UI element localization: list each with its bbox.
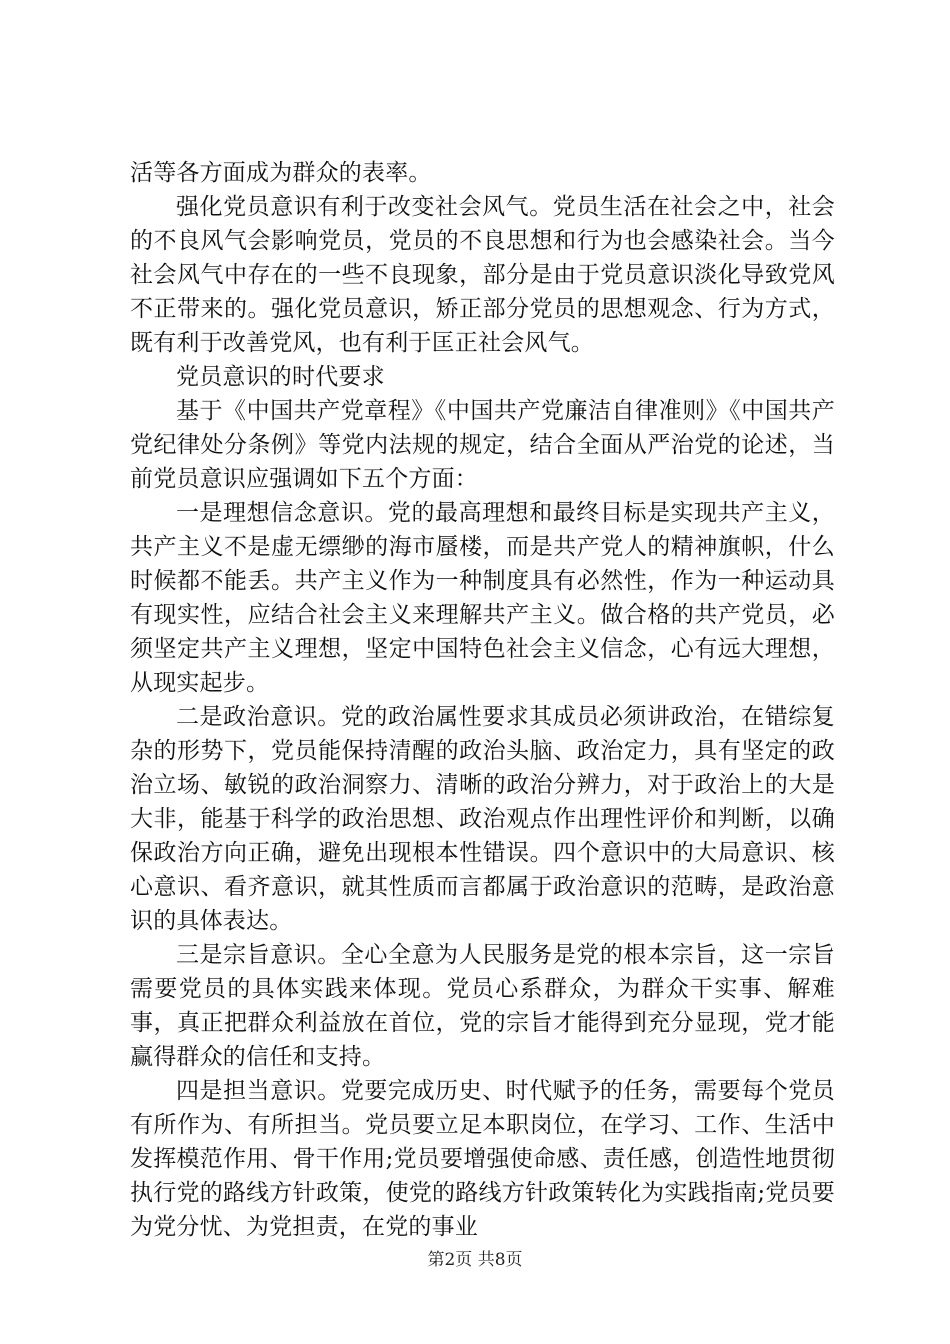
paragraph-ideals: 一是理想信念意识。党的最高理想和最终目标是实现共产主义，共产主义不是虚无缥缈的海市蜃楼，而是共产党人的精神旗帜，什么时候都不能丢。共产主义作为一种制度具有必然性，作为一种运动具有现实性，应结合社会主义来理解共产主义。做合格的共产党员，必须坚定共产主义理想，坚定中国特色社会主义信念，心有远大理想，从现实起步。	[130, 500, 835, 696]
section-heading: 党员意识的时代要求	[176, 364, 385, 390]
document-body	[130, 156, 835, 1244]
paragraph-political: 二是政治意识。党的政治属性要求其成员必须讲政治，在错综复杂的形势下，党员能保持清醒的政治头脑、政治定力，具有坚定的政治立场、敏锐的政治洞察力、清晰的政治分辨力，对于政治上的大是大非，能基于科学的政治思想、政治观点作出理性评价和判断，以确保政治方向正确，避免出现根本性错误。四个意识中的大局意识、核心意识、看齐意识，就其性质而言都属于政治意识的范畴，是政治意识的具体表达。	[130, 704, 835, 934]
paragraph-purpose: 三是宗旨意识。全心全意为人民服务是党的根本宗旨，这一宗旨需要党员的具体实践来体现。党员心系群众，为群众干实事、解难事，真正把群众利益放在首位，党的宗旨才能得到充分显现，党才能赢得群众的信任和支持。	[130, 942, 835, 1070]
page-footer	[0, 1245, 950, 1270]
paragraph-continuation: 活等各方面成为群众的表率。	[130, 160, 432, 186]
page-number: 第2页 共8页	[427, 1250, 523, 1270]
paragraph-social-atmosphere: 强化党员意识有利于改变社会风气。党员生活在社会之中，社会的不良风气会影响党员，党员的不良思想和行为也会感染社会。当今社会风气中存在的一些不良现象，部分是由于党员意识淡化导致党风不正带来的。强化党员意识，矫正部分党员的思想观念、行为方式，既有利于改善党风，也有利于匡正社会风气。	[130, 194, 835, 356]
paragraph-intro: 基于《中国共产党章程》《中国共产党廉洁自律准则》《中国共产党纪律处分条例》等党内法规的规定，结合全面从严治党的论述，当前党员意识应强调如下五个方面：	[130, 398, 835, 492]
paragraph-responsibility: 四是担当意识。党要完成历史、时代赋予的任务，需要每个党员有所作为、有所担当。党员要立足本职岗位，在学习、工作、生活中发挥模范作用、骨干作用;党员要增强使命感、责任感，创造性地贯彻执行党的路线方针政策，使党的路线方针政策转化为实践指南;党员要为党分忧、为党担责，在党的事业	[130, 1078, 835, 1240]
